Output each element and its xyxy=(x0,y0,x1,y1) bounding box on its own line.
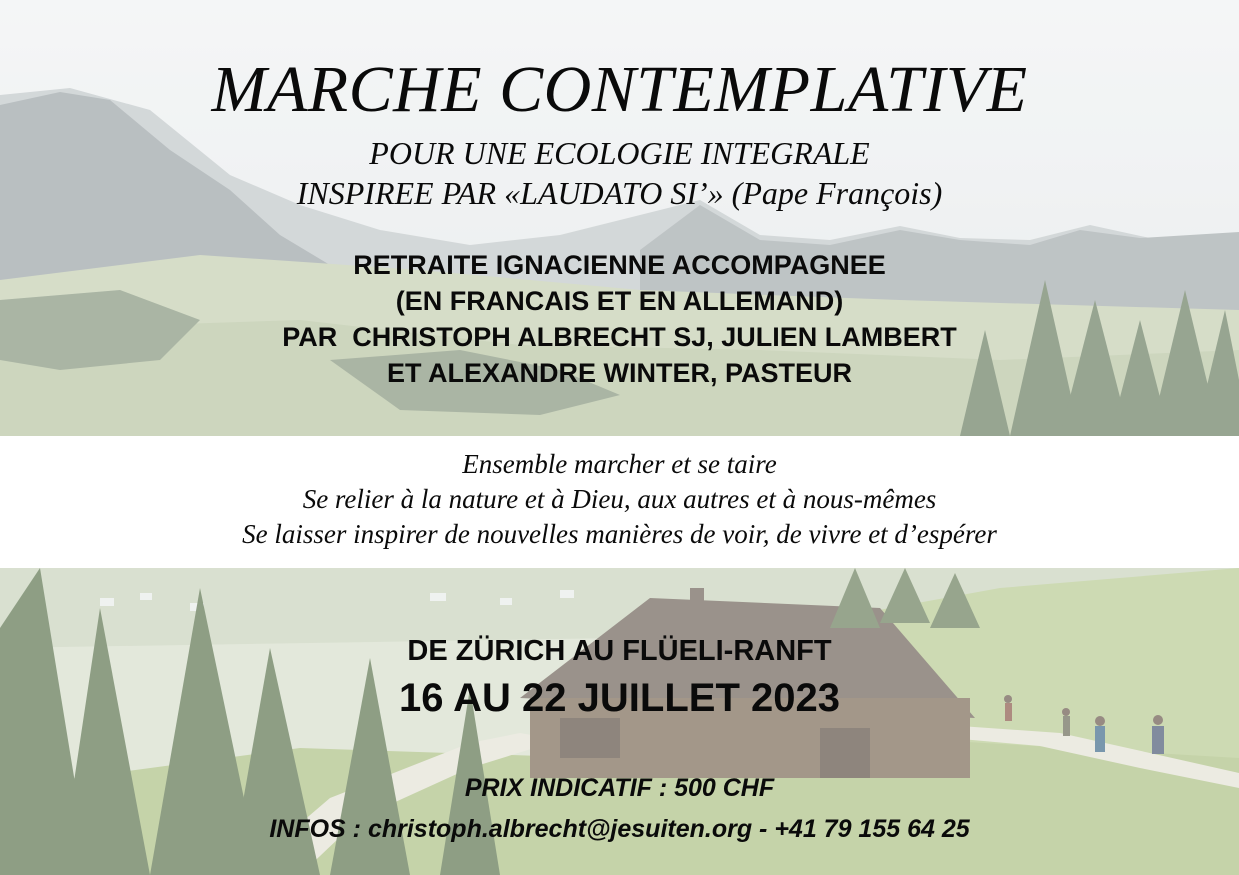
retreat-line-2: (EN FRANCAIS ET EN ALLEMAND) xyxy=(395,286,844,316)
main-title: MARCHE CONTEMPLATIVE xyxy=(211,53,1028,126)
route-text: DE ZÜRICH AU FLÜELI-RANFT xyxy=(407,635,832,667)
dates-text: 16 AU 22 JUILLET 2023 xyxy=(399,676,840,720)
motto-line-1: Ensemble marcher et se taire xyxy=(462,449,777,479)
subtitle-line-1: POUR UNE ECOLOGIE INTEGRALE xyxy=(369,135,870,171)
retreat-line-4: ET ALEXANDRE WINTER, PASTEUR xyxy=(386,358,852,388)
subtitle-line-2: INSPIREE PAR «LAUDATO SI’» (Pape François) xyxy=(296,175,943,211)
contact-info[interactable]: INFOS : christoph.albrecht@jesuiten.org - +41 79 155 64 25 xyxy=(269,815,970,843)
retreat-line-1: RETRAITE IGNACIENNE ACCOMPAGNEE xyxy=(353,250,886,280)
retreat-line-3: PAR CHRISTOPH ALBRECHT SJ, JULIEN LAMBERT xyxy=(282,322,957,352)
motto-line-2: Se relier à la nature et à Dieu, aux autres et à nous-mêmes xyxy=(302,484,937,514)
price-text: PRIX INDICATIF : 500 CHF xyxy=(464,774,775,802)
motto-line-3: Se laisser inspirer de nouvelles manières de voir, de vivre et d’espérer xyxy=(242,519,997,549)
